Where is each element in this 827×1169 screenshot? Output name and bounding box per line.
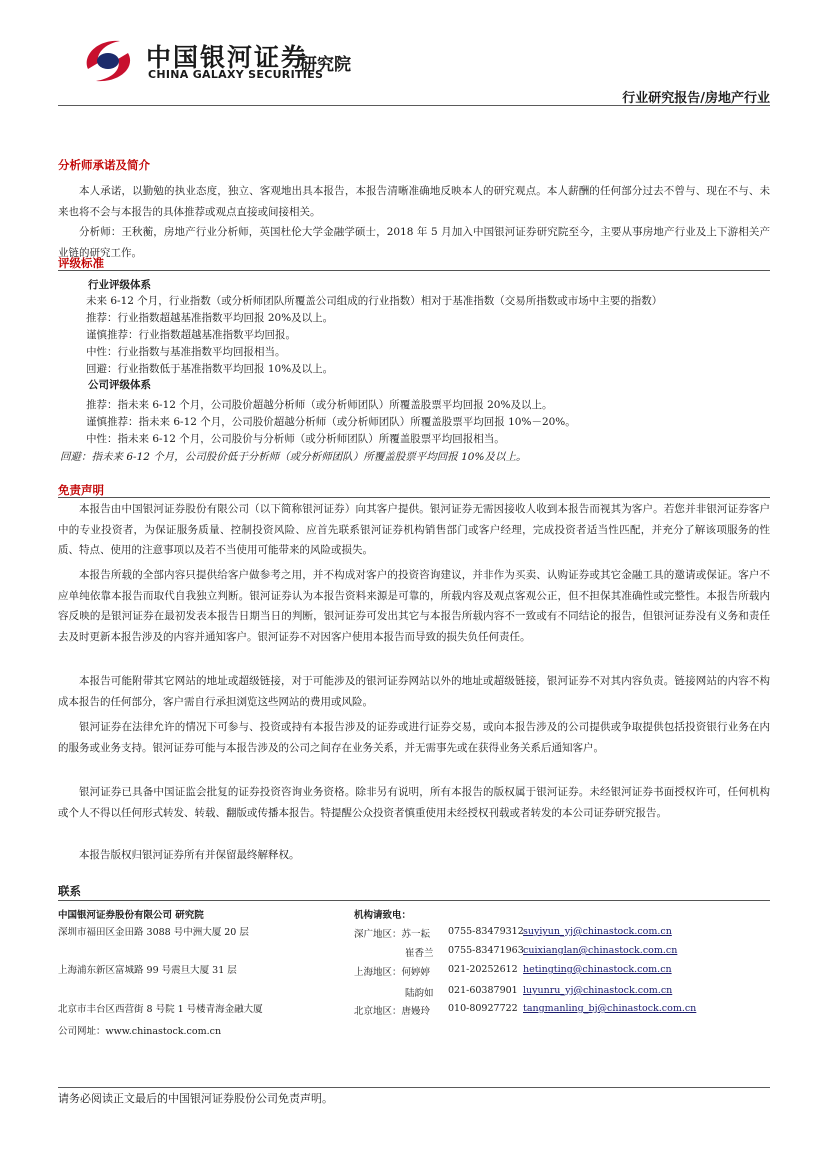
contact-row [354, 1003, 430, 1017]
industry-rating-title: 行业评级体系 [88, 279, 151, 291]
disclaimer-paragraph: 本报告所载的全部内容只提供给客户做参考之用，并不构成对客户的投资咨询建议，并非作为买卖、认购证券或其它金融工具的邀请或保证。客户不应单纯依靠本报告而取代自我独立判断。银河证券认为本报告资料来源是可靠的，所载内容及观点客观公正，但不担保其准确性或完整性。本报告所载内容反映的是银河证券在最初发表本报告日期当日的判断，银河证券可发出其它与本报告所载内容不一致或有不同结论的报告，但银河证券没有义务和责任去及时更新本报告涉及的内容并通知客户。银河证券不对因客户使用本报告而导致的损失负任何责任。 [58, 569, 770, 643]
contact-name: 苏一耘 [401, 929, 431, 940]
contact-phone: 010-80927722 [448, 1003, 518, 1014]
disclaimer-paragraph: 银河证券在法律允许的情况下可参与、投资或持有本报告涉及的证券或进行证券交易，或向本报告涉及的公司提供或争取提供包括投资银行业务在内的服务或业务支持。银河证券可能与本报告涉及的公司之间存在业务关系，并无需事先或在获得业务关系后通知客户。 [58, 721, 770, 754]
logo-research-institute: 研究院 [300, 55, 351, 75]
rating-divider [58, 270, 770, 271]
analyst-intro: 分析师：王秋蘅，房地产行业分析师，英国杜伦大学金融学硕士，2018 年 5 月加入中国银河证券研究院至今，主要从事房地产行业及上下游相关产业链的研究工作。 [58, 226, 770, 259]
company-rating-line: 谨慎推荐：指未来 6-12 个月，公司股价超越分析师（或分析师团队）所覆盖股票平均回报 10%－20%。 [86, 416, 576, 428]
disclaimer-paragraph: 银河证券已具备中国证监会批复的证券投资咨询业务资格。除非另有说明，所有本报告的版权属于银河证券。未经银河证券书面授权许可，任何机构或个人不得以任何形式转发、转载、翻版或传播本报告。特提醒公众投资者慎重使用未经授权刊载或者转发的本公司证券研究报告。 [58, 786, 770, 819]
disclaimer-divider [58, 497, 770, 498]
company-rating-avoid: 回避：指未来 6-12 个月，公司股价低于分析师（或分析师团队）所覆盖股票平均回报 10%及以上。 [60, 451, 527, 463]
footer-divider [58, 1087, 770, 1088]
contact-name: 何婷婷 [401, 967, 431, 978]
company-rating-line: 推荐：指未来 6-12 个月，公司股价超越分析师（或分析师团队）所覆盖股票平均回报 20%及以上。 [86, 399, 553, 411]
disclaimer-section-title: 免责声明 [58, 483, 104, 497]
report-type: 行业研究报告/房地产行业 [622, 91, 770, 106]
contact-divider [58, 900, 770, 901]
contact-email-link[interactable]: cuixianglan@chinastock.com.cn [523, 945, 678, 956]
contact-row [354, 964, 430, 978]
contact-company: 中国银河证券股份有限公司 研究院 [58, 910, 204, 921]
contact-name: 唐嫚玲 [401, 1006, 431, 1017]
contact-phone: 021-20252612 [448, 964, 518, 975]
contact-email-link[interactable]: tangmanling_bj@chinastock.com.cn [523, 1003, 697, 1014]
disclaimer-paragraph: 本报告版权归银河证券所有并保留最终解释权。 [79, 849, 300, 861]
contact-row [354, 926, 430, 940]
logo-english-name: CHINA GALAXY SECURITIES [148, 68, 324, 81]
contact-phone: 0755-83471963 [448, 945, 524, 956]
rating-section-title: 评级标准 [58, 256, 104, 270]
analyst-commitment: 本人承诺，以勤勉的执业态度，独立、客观地出具本报告，本报告清晰准确地反映本人的研究观点。本人薪酬的任何部分过去不曾与、现在不与、未来也将不会与本报告的具体推荐或观点直接或间接相关。 [58, 185, 770, 218]
galaxy-logo-icon [80, 35, 136, 87]
industry-rating-line: 中性：行业指数与基准指数平均回报相当。 [86, 346, 286, 358]
disclaimer-paragraph: 本报告可能附带其它网站的地址或超级链接，对于可能涉及的银河证券网站以外的地址或超级链接，银河证券不对其内容负责。链接网站的内容不构成本报告的任何部分，客户需自行承担浏览这些网站的费用或风险。 [58, 675, 770, 708]
industry-rating-line: 谨慎推荐：行业指数超越基准指数平均回报。 [86, 329, 296, 341]
contact-region: 深广地区： [354, 929, 402, 940]
company-rating-line: 中性：指未来 6-12 个月，公司股价与分析师（或分析师团队）所覆盖股票平均回报相当。 [86, 433, 505, 445]
contact-phone: 0755-83479312 [448, 926, 524, 937]
header-divider [58, 105, 770, 106]
contact-name: 崔香兰 [405, 948, 434, 959]
company-website: 公司网址：www.chinastock.com.cn [58, 1026, 222, 1037]
address-shanghai: 上海浦东新区富城路 99 号震旦大厦 31 层 [58, 965, 237, 976]
institution-contact-title: 机构请致电： [354, 910, 412, 921]
contact-email-link[interactable]: hetingting@chinastock.com.cn [523, 964, 672, 975]
contact-email-link[interactable]: luyunru_yj@chinastock.com.cn [523, 985, 673, 996]
contact-region: 北京地区： [354, 1006, 402, 1017]
industry-rating-line: 未来 6-12 个月，行业指数（或分析师团队所覆盖公司组成的行业指数）相对于基准指数（交易所指数或市场中主要的指数） [86, 295, 663, 307]
contact-phone: 021-60387901 [448, 985, 518, 996]
company-rating-title: 公司评级体系 [88, 379, 151, 391]
contact-section-title: 联系 [58, 884, 81, 898]
address-shenzhen: 深圳市福田区金田路 3088 号中洲大厦 20 层 [58, 927, 249, 938]
analyst-section-title: 分析师承诺及简介 [58, 158, 150, 172]
footer-note: 请务必阅读正文最后的中国银河证券股份公司免责声明。 [58, 1092, 333, 1105]
address-beijing: 北京市丰台区西营街 8 号院 1 号楼青海金融大厦 [58, 1004, 263, 1015]
contact-name: 陆韵如 [405, 988, 434, 999]
industry-rating-line: 推荐：行业指数超越基准指数平均回报 20%及以上。 [86, 312, 334, 324]
disclaimer-paragraph: 本报告由中国银河证券股份有限公司（以下简称银河证券）向其客户提供。银河证券无需因接收人收到本报告而视其为客户。若您并非银河证券客户中的专业投资者，为保证服务质量、控制投资风险、应首先联系银河证券机构销售部门或客户经理，完成投资者适当性匹配，并充分了解该项服务的性质、特点、使用的注意事项以及若不当使用可能带来的风险或损失。 [58, 503, 770, 556]
contact-email-link[interactable]: suyiyun_yj@chinastock.com.cn [523, 926, 672, 937]
contact-region: 上海地区： [354, 967, 402, 978]
industry-rating-line: 回避：行业指数低于基准指数平均回报 10%及以上。 [86, 363, 334, 375]
logo-chinese-name: 中国银河证券 [146, 43, 309, 72]
